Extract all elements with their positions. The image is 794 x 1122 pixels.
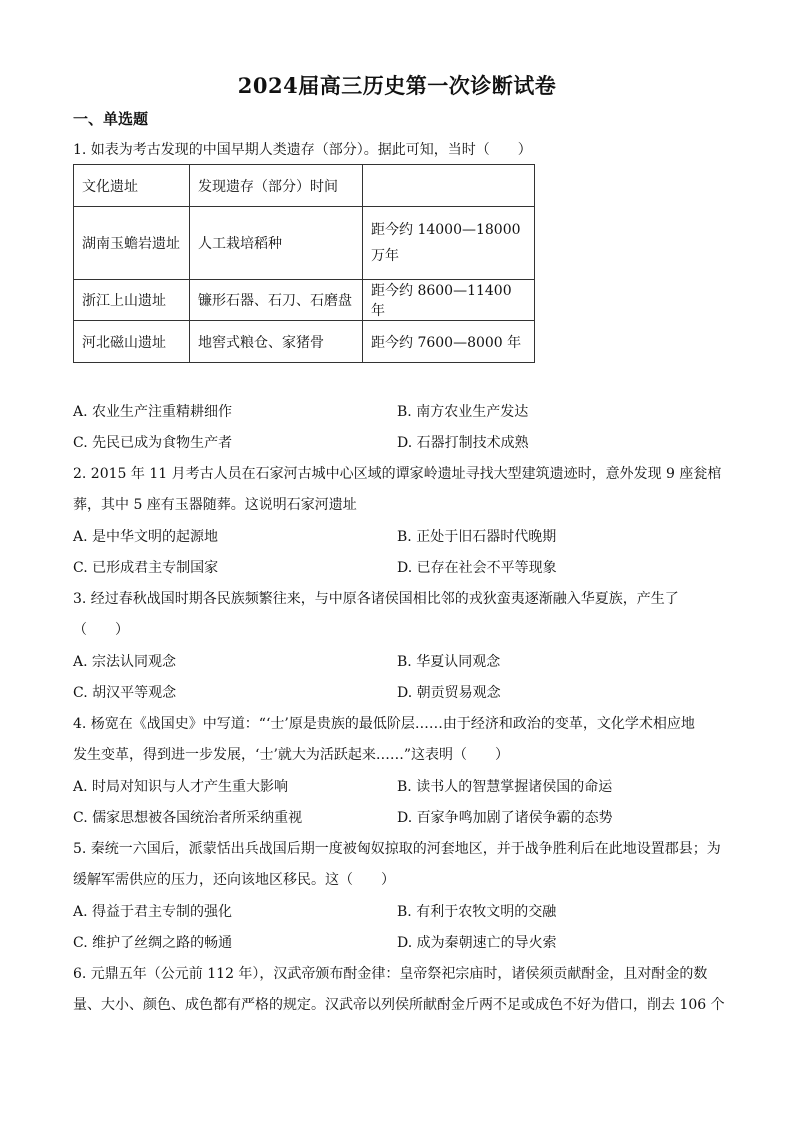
table-cell: 距今约 14000—18000 万年	[363, 207, 535, 280]
table-cell: 浙江上山遗址	[74, 280, 190, 321]
table-cell: 人工栽培稻种	[190, 207, 363, 280]
table-cell: 湖南玉蟾岩遗址	[74, 207, 190, 280]
question-1-stem: 1. 如表为考古发现的中国早期人类遗存（部分）。据此可知，当时（ ）	[73, 142, 532, 158]
section-heading: 一、单选题	[73, 110, 149, 128]
option-a[interactable]: A. 得益于君主专制的强化	[73, 904, 233, 920]
option-d[interactable]: D. 成为秦朝速亡的导火索	[397, 935, 557, 951]
question-3-stem-line-2: （ ）	[73, 622, 129, 638]
table-header-cell: 发现遗存（部分）时间	[190, 165, 363, 207]
option-a[interactable]: A. 时局对知识与人才产生重大影响	[73, 779, 289, 795]
option-d[interactable]: D. 朝贡贸易观念	[397, 685, 501, 701]
table-row	[74, 280, 535, 321]
question-4-stem-line-1: 4. 杨宽在《战国史》中写道：“‘士’原是贵族的最低阶层……由于经济和政治的变革，文化学术相应地	[73, 716, 695, 732]
question-2-stem-line-1: 2. 2015 年 11 月考古人员在石家河古城中心区域的谭家岭遗址寻找大型建筑遗迹时，意外发现 9 座瓮棺	[73, 466, 722, 482]
table-header-row	[74, 165, 535, 207]
question-4-stem-line-2: 发生变革，得到进一步发展，‘士’就大为活跃起来……”这表明（ ）	[73, 747, 510, 763]
question-1-table	[73, 164, 535, 363]
table-cell: 距今约 7600—8000 年	[363, 321, 535, 363]
option-b[interactable]: B. 有利于农牧文明的交融	[397, 904, 557, 920]
question-5-stem-line-1: 5. 秦统一六国后，派蒙恬出兵战国后期一度被匈奴掠取的河套地区，并于战争胜利后在此地设置郡县；为	[73, 841, 721, 857]
option-b[interactable]: B. 正处于旧石器时代晚期	[397, 529, 557, 545]
page-title: 2024届高三历史第一次诊断试卷	[237, 73, 557, 98]
option-c[interactable]: C. 胡汉平等观念	[73, 685, 177, 701]
table-row	[74, 321, 535, 363]
option-d[interactable]: D. 百家争鸣加剧了诸侯争霸的态势	[397, 810, 613, 826]
option-b[interactable]: B. 南方农业生产发达	[397, 404, 529, 420]
option-d[interactable]: D. 石器打制技术成熟	[397, 435, 529, 451]
option-b[interactable]: B. 读书人的智慧掌握诸侯国的命运	[397, 779, 613, 795]
option-c[interactable]: C. 先民已成为食物生产者	[73, 435, 233, 451]
option-c[interactable]: C. 维护了丝绸之路的畅通	[73, 935, 233, 951]
option-b[interactable]: B. 华夏认同观念	[397, 654, 501, 670]
table-row	[74, 207, 535, 280]
option-a[interactable]: A. 宗法认同观念	[73, 654, 177, 670]
table-cell: 河北磁山遗址	[74, 321, 190, 363]
option-d[interactable]: D. 已存在社会不平等现象	[397, 560, 557, 576]
question-6-stem-line-2: 量、大小、颜色、成色都有严格的规定。汉武帝以列侯所献酎金斤两不足或成色不好为借口，削去 106 个	[73, 997, 725, 1013]
option-c[interactable]: C. 儒家思想被各国统治者所采纳重视	[73, 810, 303, 826]
question-5-stem-line-2: 缓解军需供应的压力，还向该地区移民。这（ ）	[73, 872, 395, 888]
question-3-stem-line-1: 3. 经过春秋战国时期各民族频繁往来，与中原各诸侯国相比邻的戎狄蛮夷逐渐融入华夏族，产生了	[73, 591, 679, 607]
table-cell: 镰形石器、石刀、石磨盘	[190, 280, 363, 321]
option-a[interactable]: A. 是中华文明的起源地	[73, 529, 219, 545]
option-c[interactable]: C. 已形成君主专制国家	[73, 560, 219, 576]
table-cell: 距今约 8600—11400 年	[363, 280, 535, 321]
table-header-cell	[363, 165, 535, 207]
table-cell: 地窖式粮仓、家猪骨	[190, 321, 363, 363]
question-6-stem-line-1: 6. 元鼎五年（公元前 112 年），汉武帝颁布酎金律：皇帝祭祀宗庙时，诸侯须贡献酎金，且对酎金的数	[73, 966, 708, 982]
option-a[interactable]: A. 农业生产注重精耕细作	[73, 404, 233, 420]
question-2-stem-line-2: 葬，其中 5 座有玉器随葬。这说明石家河遗址	[73, 497, 357, 513]
table-header-cell: 文化遗址	[74, 165, 190, 207]
